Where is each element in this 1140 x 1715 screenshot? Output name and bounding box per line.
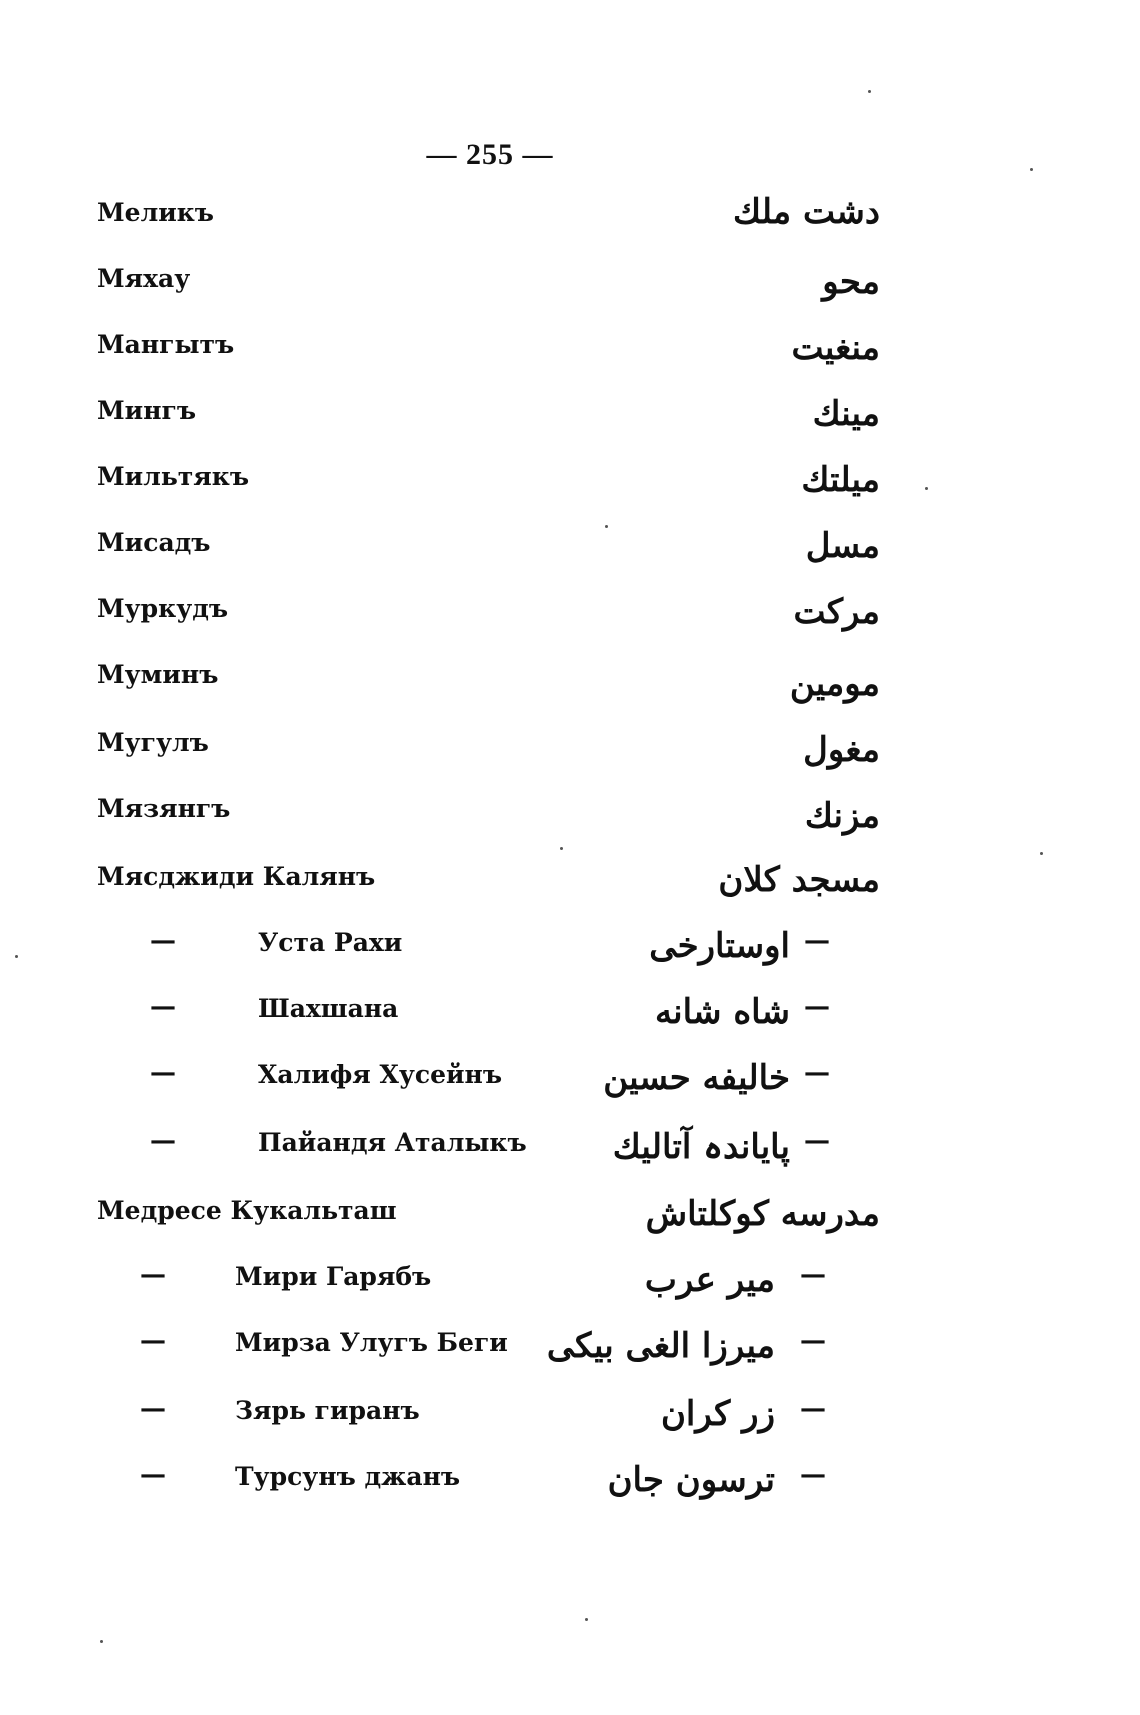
sub-entry-row: [0, 1256, 1140, 1306]
print-speck: [585, 1618, 588, 1621]
arabic-name: شاه شانه: [654, 992, 790, 1032]
arabic-name: اوستارخی: [649, 926, 790, 966]
arabic-name: منغيت: [791, 328, 880, 368]
russian-name: Турсунъ джанъ: [235, 1462, 461, 1491]
arabic-name: مزنك: [804, 796, 880, 836]
arabic-name: ميلتك: [801, 460, 880, 500]
entry-row: [0, 522, 1140, 572]
ditto-dash: —: [150, 926, 176, 956]
sub-entry-row: [0, 922, 1140, 972]
entry-row: [0, 258, 1140, 308]
arabic-name: مركت: [793, 592, 880, 632]
page-number: — 255 —: [426, 138, 554, 171]
arabic-name: مغول: [803, 730, 880, 770]
entry-row: [0, 654, 1140, 704]
entry-row: [0, 192, 1140, 242]
entry-row: [0, 788, 1140, 838]
ditto-dash: —: [140, 1326, 166, 1356]
russian-name: Мясджиди Калянъ: [97, 862, 376, 891]
ditto-dash: —: [140, 1394, 166, 1424]
arabic-name: خالیفه حسین: [603, 1058, 790, 1098]
russian-name: Мирза Улугъ Беги: [235, 1328, 508, 1357]
russian-name: Халифя Хусейнъ: [258, 1060, 503, 1089]
entry-row: [0, 390, 1140, 440]
ditto-dash: —: [804, 1058, 830, 1088]
arabic-name: مومين: [789, 664, 880, 704]
print-speck: [560, 847, 563, 850]
ditto-dash: —: [150, 992, 176, 1022]
russian-name: Мяхау: [97, 264, 191, 293]
entry-row: [0, 856, 1140, 906]
entry-row: [0, 456, 1140, 506]
ditto-dash: —: [140, 1460, 166, 1490]
sub-entry-row: [0, 1456, 1140, 1506]
ditto-dash: —: [140, 1260, 166, 1290]
sub-entry-row: [0, 1322, 1140, 1372]
ditto-dash: —: [804, 926, 830, 956]
ditto-dash: —: [800, 1326, 826, 1356]
print-speck: [1040, 852, 1043, 855]
russian-name: Меликъ: [97, 198, 214, 227]
entry-row: [0, 588, 1140, 638]
russian-name: Муминъ: [97, 660, 219, 689]
russian-name: Мангытъ: [97, 330, 235, 359]
sub-entry-row: [0, 988, 1140, 1038]
ditto-dash: —: [800, 1394, 826, 1424]
entry-row: [0, 324, 1140, 374]
russian-name: Мингъ: [97, 396, 197, 425]
sub-entry-row: [0, 1390, 1140, 1440]
arabic-name: مسجد كلان: [718, 860, 880, 900]
arabic-name: میر عرب: [644, 1260, 775, 1300]
arabic-name: مينك: [812, 394, 880, 434]
russian-name: Уста Рахи: [258, 928, 403, 957]
print-speck: [868, 90, 871, 93]
russian-name: Мисадъ: [97, 528, 211, 557]
print-speck: [15, 955, 18, 958]
ditto-dash: —: [804, 992, 830, 1022]
ditto-dash: —: [804, 1126, 830, 1156]
arabic-name: دشت ملك: [733, 192, 880, 232]
arabic-name: زر کران: [660, 1394, 775, 1434]
entry-row: [0, 1190, 1140, 1240]
arabic-name: پاياندہ آتالیك: [612, 1127, 790, 1167]
ditto-dash: —: [150, 1058, 176, 1088]
sub-entry-row: [0, 1122, 1140, 1172]
russian-name: Зярь гиранъ: [235, 1396, 420, 1425]
arabic-name: ترسون جان: [607, 1460, 775, 1500]
print-speck: [100, 1640, 103, 1643]
ditto-dash: —: [150, 1126, 176, 1156]
russian-name: Мильтякъ: [97, 462, 250, 491]
russian-name: Мязянгъ: [97, 794, 231, 823]
print-speck: [605, 525, 608, 528]
russian-name: Муркудъ: [97, 594, 229, 623]
print-speck: [925, 487, 928, 490]
arabic-name: محو: [822, 262, 880, 302]
russian-name: Шахшана: [258, 994, 399, 1023]
sub-entry-row: [0, 1054, 1140, 1104]
russian-name: Пайандя Аталыкъ: [258, 1128, 527, 1157]
russian-name: Мугулъ: [97, 728, 209, 757]
russian-name: Мири Гарябъ: [235, 1262, 432, 1291]
ditto-dash: —: [800, 1260, 826, 1290]
entry-row: [0, 722, 1140, 772]
russian-name: Медресе Кукальташ: [97, 1196, 397, 1225]
print-speck: [1030, 168, 1033, 171]
ditto-dash: —: [800, 1460, 826, 1490]
arabic-name: مدرسه کوکلتاش: [645, 1194, 880, 1234]
arabic-name: مسل: [805, 526, 880, 566]
arabic-name: میرزا الغی بیکی: [546, 1326, 775, 1366]
